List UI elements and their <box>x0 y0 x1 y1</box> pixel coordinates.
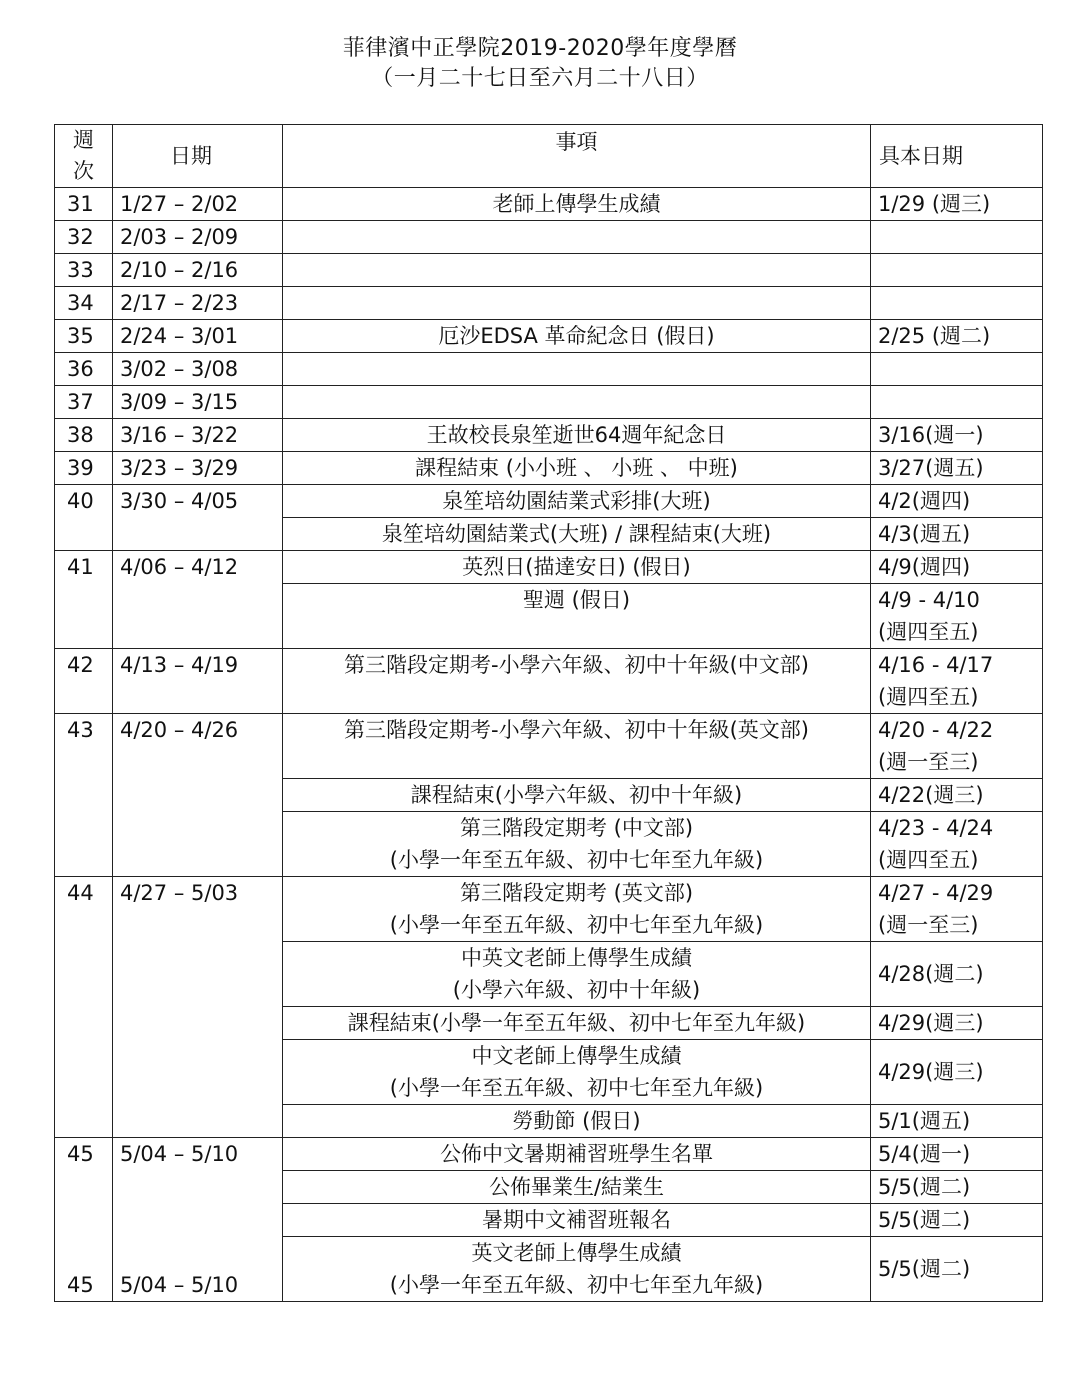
week-number: 33 <box>55 254 113 287</box>
table-row <box>55 1138 1043 1171</box>
table-row <box>55 188 1043 221</box>
specific-date: 4/28(週二) <box>871 942 1043 1007</box>
event-text <box>283 254 871 287</box>
date-range: 1/27 – 2/02 <box>113 188 283 221</box>
event-text: 第三階段定期考-小學六年級、初中十年級(中文部) <box>283 649 871 714</box>
specific-date: 5/1(週五) <box>871 1105 1043 1138</box>
event-text <box>283 353 871 386</box>
event-text: 泉笙培幼園結業式彩排(大班) <box>283 485 871 518</box>
specific-date: 5/5(週二) <box>871 1171 1043 1204</box>
week-number: 42 <box>55 649 113 714</box>
event-text: 老師上傳學生成績 <box>283 188 871 221</box>
document-title <box>0 34 1080 94</box>
date-range: 4/06 – 4/12 <box>113 551 283 649</box>
table-row <box>55 320 1043 353</box>
event-text: 課程結束(小學一年至五年級、初中七年至九年級) <box>283 1007 871 1040</box>
specific-date: 4/2(週四) <box>871 485 1043 518</box>
date-range: 5/04 – 5/10 <box>113 1138 283 1171</box>
event-text: 厄沙EDSA 革命紀念日 (假日) <box>283 320 871 353</box>
specific-date: 4/9 - 4/10 (週四至五) <box>871 584 1043 649</box>
event-text: 英烈日(描達安日) (假日) <box>283 551 871 584</box>
event-text: 泉笙培幼園結業式(大班) / 課程結束(大班) <box>283 518 871 551</box>
specific-date: 4/16 - 4/17 (週四至五) <box>871 649 1043 714</box>
specific-date: 4/22(週三) <box>871 779 1043 812</box>
event-text: 公佈中文暑期補習班學生名單 <box>283 1138 871 1171</box>
specific-date: 4/29(週三) <box>871 1040 1043 1105</box>
specific-date <box>871 221 1043 254</box>
specific-date <box>871 353 1043 386</box>
specific-date: 5/4(週一) <box>871 1138 1043 1171</box>
week-number: 41 <box>55 551 113 649</box>
week-number: 35 <box>55 320 113 353</box>
title-line-1: 菲律濱中正學院2019-2020學年度學曆 <box>342 36 738 61</box>
date-range: 2/10 – 2/16 <box>113 254 283 287</box>
week-number: 44 <box>55 877 113 1138</box>
week-number: 36 <box>55 353 113 386</box>
date-range: 5/04 – 5/10 <box>113 1237 283 1302</box>
title-line-2: （一月二十七日至六月二十八日） <box>371 66 709 91</box>
specific-date: 3/27(週五) <box>871 452 1043 485</box>
table-row <box>55 419 1043 452</box>
specific-date: 1/29 (週三) <box>871 188 1043 221</box>
event-text: 第三階段定期考 (英文部) (小學一年至五年級、初中七年至九年級) <box>283 877 871 942</box>
table-row <box>55 221 1043 254</box>
specific-date: 3/16(週一) <box>871 419 1043 452</box>
table-row <box>55 353 1043 386</box>
event-text <box>283 287 871 320</box>
header-event: 事項 <box>283 125 871 188</box>
specific-date <box>871 287 1043 320</box>
date-range <box>113 1204 283 1237</box>
specific-date: 4/23 - 4/24 (週四至五) <box>871 812 1043 877</box>
specific-date: 4/3(週五) <box>871 518 1043 551</box>
week-number: 39 <box>55 452 113 485</box>
week-number <box>55 1204 113 1237</box>
table-row <box>55 877 1043 942</box>
week-number: 45 <box>55 1237 113 1302</box>
header-row <box>55 125 1043 188</box>
table-row <box>55 485 1043 518</box>
week-number: 43 <box>55 714 113 877</box>
header-dates: 日期 <box>113 125 283 188</box>
specific-date: 2/25 (週二) <box>871 320 1043 353</box>
event-text: 第三階段定期考 (中文部) (小學一年至五年級、初中七年至九年級) <box>283 812 871 877</box>
specific-date: 4/9(週四) <box>871 551 1043 584</box>
table-row <box>55 1237 1043 1302</box>
table-row <box>55 714 1043 779</box>
specific-date: 4/27 - 4/29 (週一至三) <box>871 877 1043 942</box>
specific-date <box>871 386 1043 419</box>
date-range: 3/02 – 3/08 <box>113 353 283 386</box>
table-row <box>55 386 1043 419</box>
event-text: 課程結束 (小小班 、 小班 、 中班) <box>283 452 871 485</box>
date-range: 2/17 – 2/23 <box>113 287 283 320</box>
event-text: 暑期中文補習班報名 <box>283 1204 871 1237</box>
event-text <box>283 221 871 254</box>
header-week: 週 次 <box>55 125 113 188</box>
date-range: 2/03 – 2/09 <box>113 221 283 254</box>
specific-date: 5/5(週二) <box>871 1204 1043 1237</box>
event-text: 王故校長泉笙逝世64週年紀念日 <box>283 419 871 452</box>
table-row <box>55 254 1043 287</box>
date-range: 2/24 – 3/01 <box>113 320 283 353</box>
date-range: 3/30 – 4/05 <box>113 485 283 551</box>
date-range: 4/27 – 5/03 <box>113 877 283 1138</box>
week-number: 37 <box>55 386 113 419</box>
event-text: 中文老師上傳學生成績 (小學一年至五年級、初中七年至九年級) <box>283 1040 871 1105</box>
table-row <box>55 287 1043 320</box>
specific-date: 4/20 - 4/22 (週一至三) <box>871 714 1043 779</box>
event-text: 中英文老師上傳學生成績 (小學六年級、初中十年級) <box>283 942 871 1007</box>
specific-date: 4/29(週三) <box>871 1007 1043 1040</box>
week-number: 31 <box>55 188 113 221</box>
week-number: 34 <box>55 287 113 320</box>
header-specific-date: 具本日期 <box>871 125 1043 188</box>
week-number: 32 <box>55 221 113 254</box>
date-range: 4/13 – 4/19 <box>113 649 283 714</box>
event-text: 英文老師上傳學生成績 (小學一年至五年級、初中七年至九年級) <box>283 1237 871 1302</box>
table-row <box>55 452 1043 485</box>
date-range: 4/20 – 4/26 <box>113 714 283 877</box>
event-text: 公佈畢業生/結業生 <box>283 1171 871 1204</box>
calendar-table <box>54 124 1043 1302</box>
week-number: 38 <box>55 419 113 452</box>
event-text <box>283 386 871 419</box>
event-text: 第三階段定期考-小學六年級、初中十年級(英文部) <box>283 714 871 779</box>
table-row <box>55 1171 1043 1204</box>
date-range: 3/23 – 3/29 <box>113 452 283 485</box>
specific-date: 5/5(週二) <box>871 1237 1043 1302</box>
table-row <box>55 551 1043 584</box>
date-range: 3/16 – 3/22 <box>113 419 283 452</box>
event-text: 課程結束(小學六年級、初中十年級) <box>283 779 871 812</box>
week-number <box>55 1171 113 1204</box>
event-text: 勞動節 (假日) <box>283 1105 871 1138</box>
event-text: 聖週 (假日) <box>283 584 871 649</box>
table-row <box>55 649 1043 714</box>
week-number: 40 <box>55 485 113 551</box>
specific-date <box>871 254 1043 287</box>
week-number: 45 <box>55 1138 113 1171</box>
date-range <box>113 1171 283 1204</box>
date-range: 3/09 – 3/15 <box>113 386 283 419</box>
table-row <box>55 1204 1043 1237</box>
